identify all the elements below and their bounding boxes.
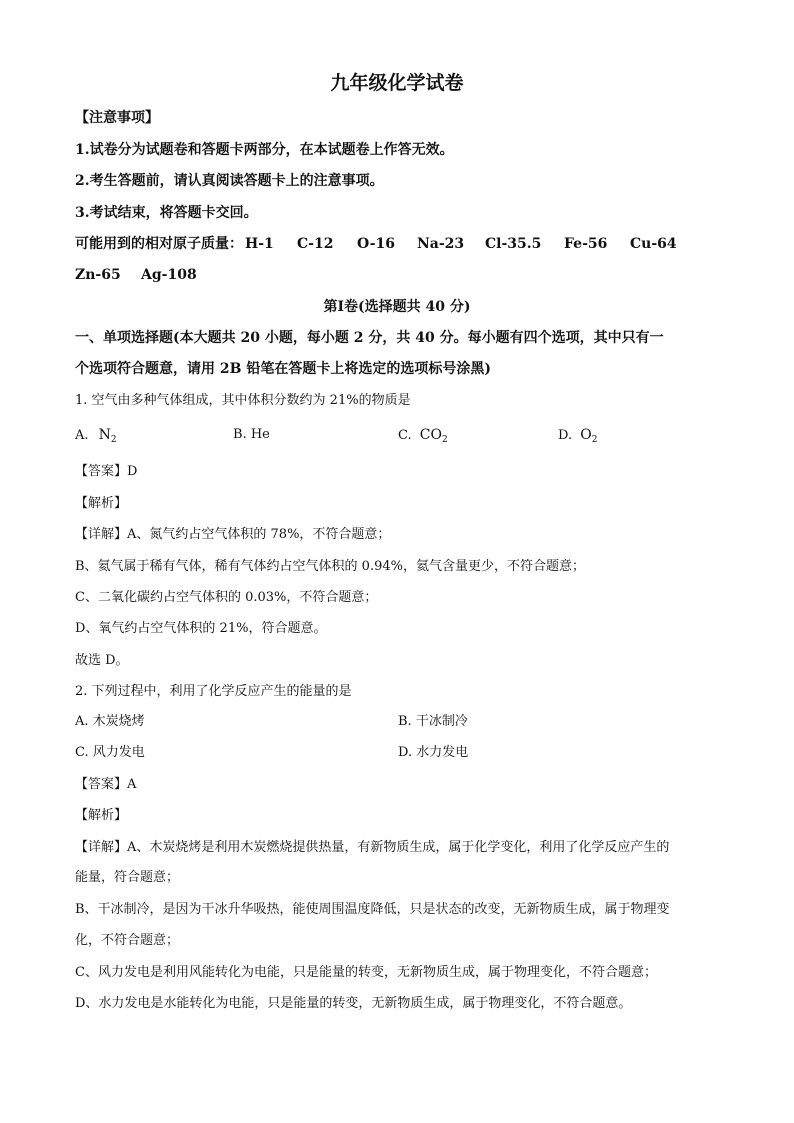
q2-option-c: C. 风力发电: [75, 745, 145, 760]
q2-stem: 2. 下列过程中，利用了化学反应产生的能量的是: [75, 684, 352, 699]
q2-option-b: B. 干冰制冷: [398, 714, 468, 729]
q1-option-b-formula: He: [250, 427, 270, 442]
notice-item-1: 1.试卷分为试题卷和答题卡两部分，在本试题卷上作答无效。: [75, 142, 454, 158]
q1-option-c-letter: C.: [398, 428, 412, 443]
page-title: 九年级化学试卷: [330, 72, 464, 94]
q1-detail-2: B、氦气属于稀有气体，稀有气体约占空气体积的 0.94%，氦气含量更少，不符合题意；: [75, 559, 585, 574]
notice-item-3: 3.考试结束，将答题卡交回。: [75, 205, 258, 221]
q1-option-c: [398, 425, 448, 450]
q1-analysis-label: 【解析】: [75, 496, 128, 511]
part1-instruction-line2: 个选项符合题意，请用 2B 铅笔在答题卡上将选定的选项标号涂黑): [75, 361, 491, 377]
q1-option-d-formula: O: [580, 427, 592, 443]
q2-detail-6: D、水力发电是水能转化为电能，只是能量的转变，无新物质生成，属于物理变化，不符合题意。: [75, 996, 632, 1011]
atomic-mass-fe: Fe-56: [564, 236, 608, 252]
q1-option-c-formula: CO: [419, 427, 442, 443]
q1-option-a: [75, 425, 117, 450]
q1-stem: 1. 空气由多种气体组成，其中体积分数约为 21%的物质是: [75, 393, 411, 408]
q2-detail-3: B、干冰制冷，是因为干冰升华吸热，能使周围温度降低，只是状态的改变，无新物质生成，属于物理变: [75, 902, 670, 917]
q2-detail-5: C、风力发电是利用风能转化为电能，只是能量的转变，无新物质生成，属于物理变化，不符合题意；: [75, 965, 657, 980]
atomic-mass-ag: Ag-108: [141, 267, 197, 283]
q2-option-d: D. 水力发电: [398, 745, 469, 760]
part1-instruction-line1: 一、单项选择题(本大题共 20 小题，每小题 2 分，共 40 分。每小题有四个选项，其中只有一: [75, 330, 664, 346]
q1-option-b: [233, 425, 270, 445]
q1-option-a-letter: A.: [75, 428, 89, 443]
atomic-mass-label: 可能用到的相对原子质量：: [75, 236, 243, 252]
q1-option-a-formula: N: [98, 427, 111, 443]
notice-item-2: 2.考生答题前，请认真阅读答题卡上的注意事项。: [75, 173, 384, 189]
q1-option-d-letter: D.: [558, 428, 573, 443]
q1-answer: 【答案】D: [75, 464, 138, 479]
q1-option-a-subscript: 2: [110, 435, 117, 445]
atomic-mass-row-1: [75, 234, 677, 254]
q1-option-d-subscript: 2: [591, 435, 598, 445]
section-title: 第Ⅰ卷(选择题共 40 分): [323, 299, 471, 315]
q2-detail-1: 【详解】A、木炭烧烤是利用木炭燃烧提供热量，有新物质生成，属于化学变化，利用了化学反应产生的: [75, 840, 670, 855]
q1-detail-3: C、二氧化碳约占空气体积的 0.03%，不符合题意；: [75, 590, 378, 605]
atomic-mass-cl: Cl-35.5: [485, 236, 542, 252]
q1-detail-4: D、氧气约占空气体积的 21%，符合题意。: [75, 621, 327, 636]
atomic-mass-na: Na-23: [417, 236, 465, 252]
q2-answer: 【答案】A: [75, 777, 137, 792]
atomic-mass-c: C-12: [297, 236, 334, 252]
q1-option-b-letter: B.: [233, 427, 247, 442]
q2-detail-2: 能量，符合题意；: [75, 870, 180, 885]
atomic-mass-zn: Zn-65: [75, 267, 121, 283]
q1-detail-5: 故选 D。: [75, 653, 129, 668]
atomic-mass-o: O-16: [357, 236, 396, 252]
q2-detail-4: 化，不符合题意；: [75, 933, 180, 948]
q2-analysis-label: 【解析】: [75, 808, 128, 823]
atomic-mass-row-2: [75, 265, 197, 285]
q1-option-c-subscript: 2: [441, 435, 448, 445]
q1-detail-1: 【详解】A、氮气约占空气体积的 78%，不符合题意；: [75, 527, 391, 542]
atomic-mass-h: H-1: [245, 236, 274, 252]
atomic-mass-cu: Cu-64: [630, 236, 677, 252]
q1-option-d: [558, 425, 597, 450]
notice-heading: 【注意事项】: [75, 110, 159, 126]
q2-option-a: A. 木炭烧烤: [75, 714, 145, 729]
